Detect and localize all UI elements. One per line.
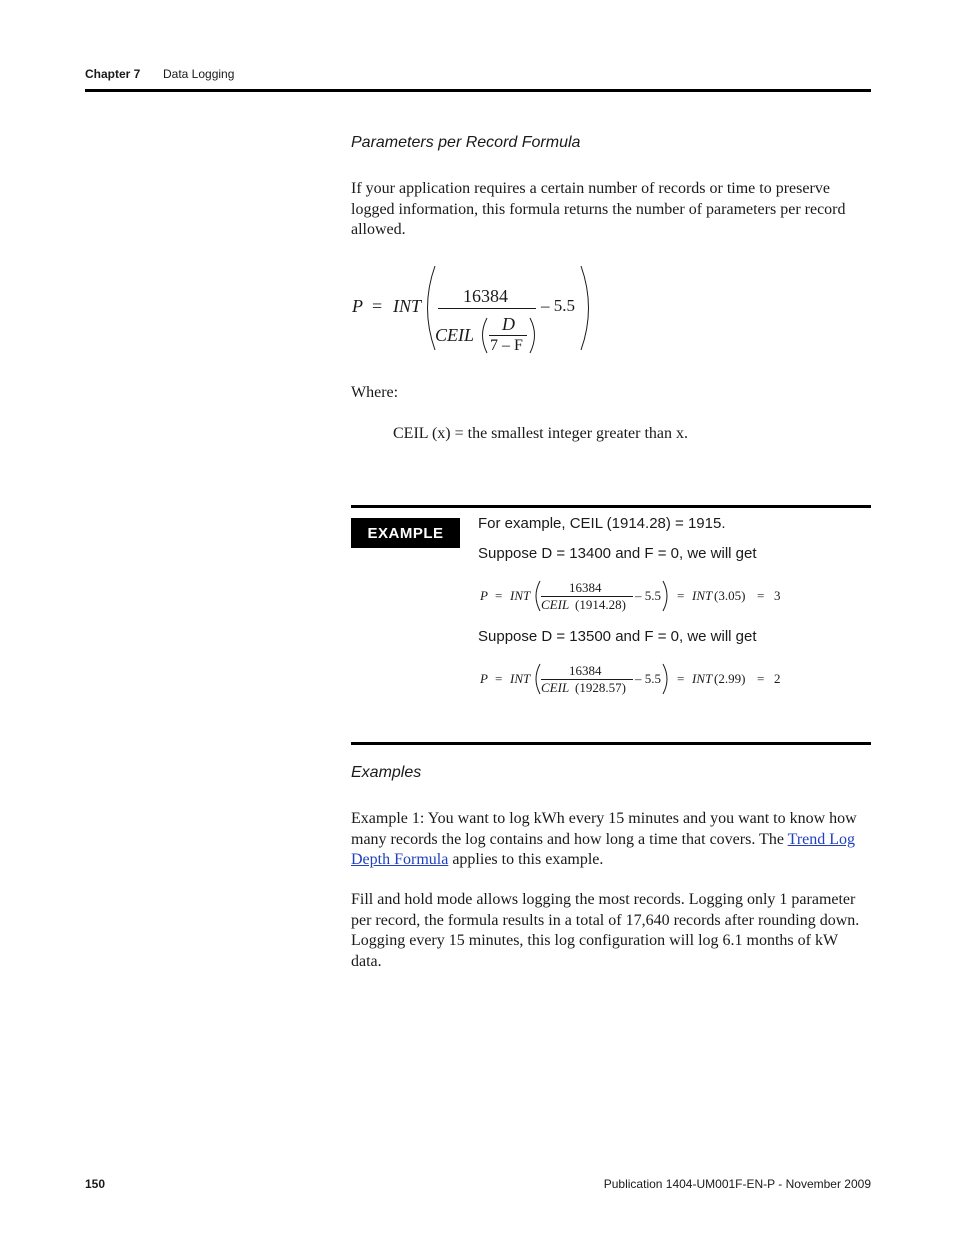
formula-minus-constant: – 5.5: [541, 296, 575, 315]
example-line-2: Suppose D = 13400 and F = 0, we will get: [478, 545, 757, 562]
ex2-equals-2: =: [677, 671, 685, 686]
formula-inner-denominator: 7 – F: [490, 337, 523, 354]
example-formula-2: [478, 661, 798, 699]
page-number: 150: [85, 1177, 106, 1191]
ex1-equals-2: =: [677, 588, 685, 603]
ex1-ceil: CEIL: [541, 597, 570, 612]
ex2-int-2: INT: [692, 671, 713, 686]
ex2-minus: – 5.5: [635, 671, 661, 686]
formula-lhs: P: [352, 296, 363, 316]
ex1-value: (3.05): [714, 588, 746, 603]
ex1-lhs: P: [480, 588, 488, 603]
example-top-rule: [351, 505, 871, 508]
main-formula: [340, 258, 610, 363]
ex1-equals: =: [495, 588, 503, 603]
ex1-int: INT: [510, 588, 531, 603]
publication-info: Publication 1404-UM001F-EN-P - November 2009: [603, 1177, 871, 1191]
header-rule: [85, 89, 871, 92]
ex1-ceil-arg: (1914.28): [575, 597, 626, 612]
ex1-numerator: 16384: [569, 580, 602, 595]
section-heading-examples: Examples: [351, 764, 422, 781]
formula-numerator: 16384: [463, 286, 508, 306]
formula-fraction-bar: [438, 308, 536, 309]
p1-text-before: Example 1: You want to log kWh every 15 minutes and you want to know how many records the log contains and how long a time that covers. The: [351, 810, 857, 848]
ex1-equals-3: =: [757, 588, 765, 603]
ex2-value: (2.99): [714, 671, 746, 686]
formula-int: INT: [393, 296, 422, 316]
ex1-minus: – 5.5: [635, 588, 661, 603]
chapter-title: Data Logging: [163, 67, 235, 81]
ex1-int-2: INT: [692, 588, 713, 603]
ceil-definition: CEIL (x) = the smallest integer greater than x.: [393, 425, 688, 442]
section-heading-parameters: Parameters per Record Formula: [351, 134, 581, 151]
ex2-ceil-arg: (1928.57): [575, 680, 626, 695]
formula-inner-fraction-bar: [489, 335, 527, 336]
ex2-equals: =: [495, 671, 503, 686]
where-label: Where:: [351, 384, 399, 401]
intro-paragraph: If your application requires a certain number of records or time to preserve logged information, this formula returns the number of parameters per record allowed.: [351, 180, 846, 238]
ex1-result: 3: [774, 588, 781, 603]
example-line-1: For example, CEIL (1914.28) = 1915.: [478, 515, 726, 532]
formula-equals: =: [372, 296, 383, 316]
formula-inner-numerator: D: [502, 314, 515, 334]
ex2-result: 2: [774, 671, 781, 686]
ex2-ceil: CEIL: [541, 680, 570, 695]
example-1-paragraph: [351, 809, 871, 871]
chapter-label: Chapter 7: [85, 67, 141, 81]
trend-log-depth-formula-link[interactable]: Trend Log Depth Formula: [351, 830, 856, 868]
example-bottom-rule: [351, 742, 871, 745]
ex2-int: INT: [510, 671, 531, 686]
ex2-equals-3: =: [757, 671, 765, 686]
fill-hold-paragraph: Fill and hold mode allows logging the most records. Logging only 1 parameter per record, the formula results in a total of 17,640 records after rounding down. Logging every 15 minutes, this log configuration will log 6.1 months of kW data.: [351, 891, 860, 970]
ex2-numerator: 16384: [569, 663, 602, 678]
ex2-lhs: P: [480, 671, 488, 686]
p1-text-after: applies to this example.: [448, 851, 604, 868]
example-badge: EXAMPLE: [351, 518, 460, 548]
example-formula-1: [478, 578, 798, 616]
formula-ceil: CEIL: [435, 325, 475, 345]
example-line-3: Suppose D = 13500 and F = 0, we will get: [478, 628, 757, 645]
